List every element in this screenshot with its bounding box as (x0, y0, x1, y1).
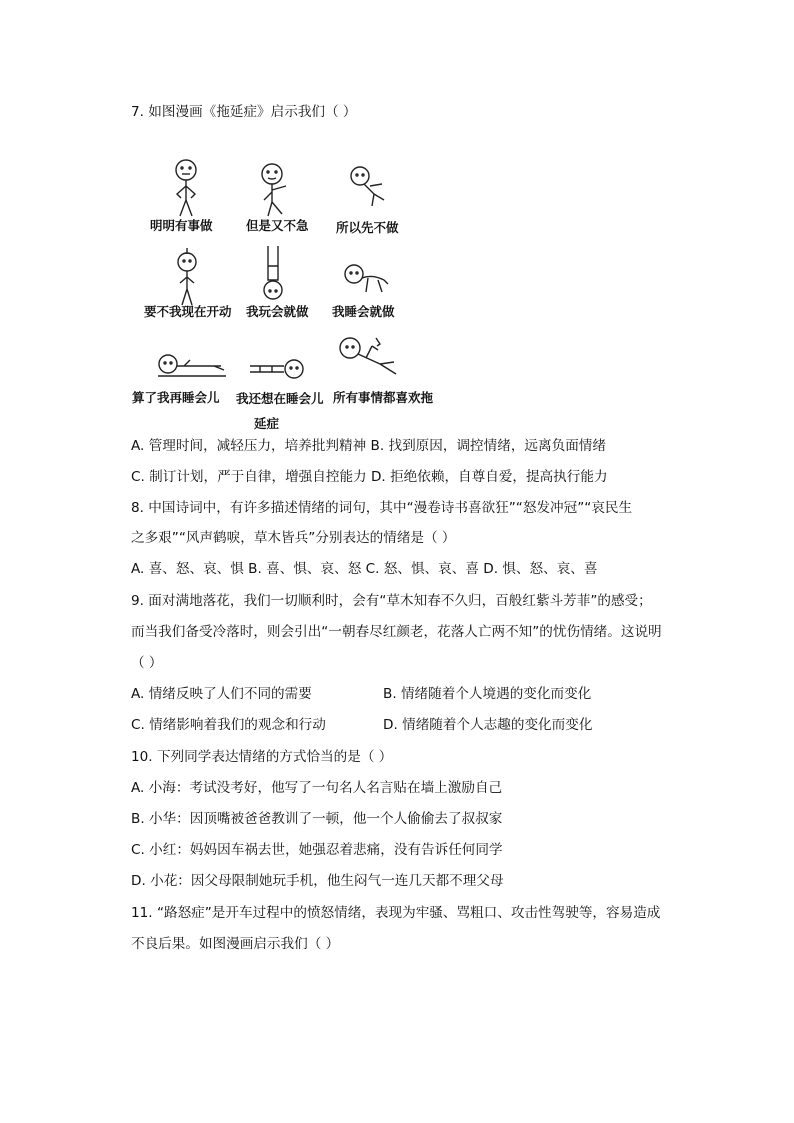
q9-option-b: B. 情绪随着个人境遇的变化而变化 (383, 686, 592, 702)
comic-caption-6: 我睡会就做 (332, 304, 395, 319)
q8-stem-line-1: 8. 中国诗词中，有许多描述情绪的词句，其中“漫卷诗书喜欲狂”“怒发冲冠”“哀民生 (131, 500, 633, 516)
comic-caption-8: 我还想在睡会儿 (236, 391, 324, 406)
q9-option-c: C. 情绪影响着我们的观念和行动 (131, 717, 326, 733)
q10-option-a: A. 小海：考试没考好，他写了一句名人名言贴在墙上激励自己 (131, 780, 503, 796)
comic-figure-4 (170, 246, 204, 308)
comic-caption-2: 但是又不急 (246, 218, 309, 233)
q7-options-cd: C. 制订计划，严于自律，增强自控能力 D. 拒绝依赖，自尊自爱，提高执行能力 (131, 469, 608, 485)
comic-figure-8 (248, 354, 308, 382)
q9-option-a: A. 情绪反映了人们不同的需要 (131, 686, 312, 702)
comic-caption-10: 延症 (254, 416, 280, 431)
comic-figure-5 (258, 244, 288, 306)
q10-option-c: C. 小红：妈妈因车祸去世，她强忍着悲痛，没有告诉任何同学 (131, 842, 503, 858)
q11-stem-line-1: 11. “路怒症”是开车过程中的愤怒情绪，表现为牢骚、骂粗口、攻击性驾驶等，容易造成 (131, 905, 661, 921)
q9-stem-line-3: （ ） (131, 655, 163, 671)
comic-caption-4: 要不我现在开动 (144, 304, 232, 319)
comic-caption-1: 明明有事做 (150, 218, 213, 233)
q10-stem: 10. 下列同学表达情绪的方式恰当的是（ ） (131, 749, 393, 765)
q11-stem-line-2: 不良后果。如图漫画启示我们（ ） (131, 936, 340, 952)
q10-option-d: D. 小花：因父母限制她玩手机，他生闷气一连几天都不理父母 (131, 873, 504, 889)
comic-caption-9: 所有事情都喜欢拖 (333, 390, 434, 405)
comic-caption-5: 我玩会就做 (246, 304, 309, 319)
comic-figure-3 (346, 164, 390, 208)
q9-option-d: D. 情绪随着个人志趣的变化而变化 (383, 717, 593, 733)
procrastination-comic (128, 138, 458, 438)
comic-figure-9 (332, 334, 404, 378)
q9-stem-line-1: 9. 面对满地落花，我们一切顺利时，会有“草木知春不久归，百般红紫斗芳菲”的感受； (131, 593, 652, 609)
q8-options: A. 喜、怒、哀、惧 B. 喜、惧、哀、怒 C. 怒、惧、哀、喜 D. 惧、怒、哀、喜 (131, 561, 598, 577)
comic-figure-6 (342, 262, 390, 296)
q8-stem-line-2: 之多艰”“风声鹤唳，草木皆兵”分别表达的情绪是（ ） (131, 530, 456, 546)
comic-caption-7: 算了我再睡会儿 (132, 390, 220, 405)
q9-stem-line-2: 而当我们备受冷落时，则会引出“一朝春尽红颜老，花落人亡两不知”的忧伤情绪。这说明 (131, 624, 662, 640)
comic-caption-3: 所以先不做 (336, 220, 399, 235)
comic-figure-1 (168, 158, 204, 220)
comic-figure-2 (256, 162, 296, 220)
q10-option-b: B. 小华：因顶嘴被爸爸教训了一顿，他一个人偷偷去了叔叔家 (131, 811, 503, 827)
q7-stem: 7. 如图漫画《拖延症》启示我们（ ） (131, 104, 357, 120)
q7-options-ab: A. 管理时间，减轻压力，培养批判精神 B. 找到原因，调控情绪，远离负面情绪 (131, 438, 606, 454)
comic-figure-7 (154, 350, 230, 380)
